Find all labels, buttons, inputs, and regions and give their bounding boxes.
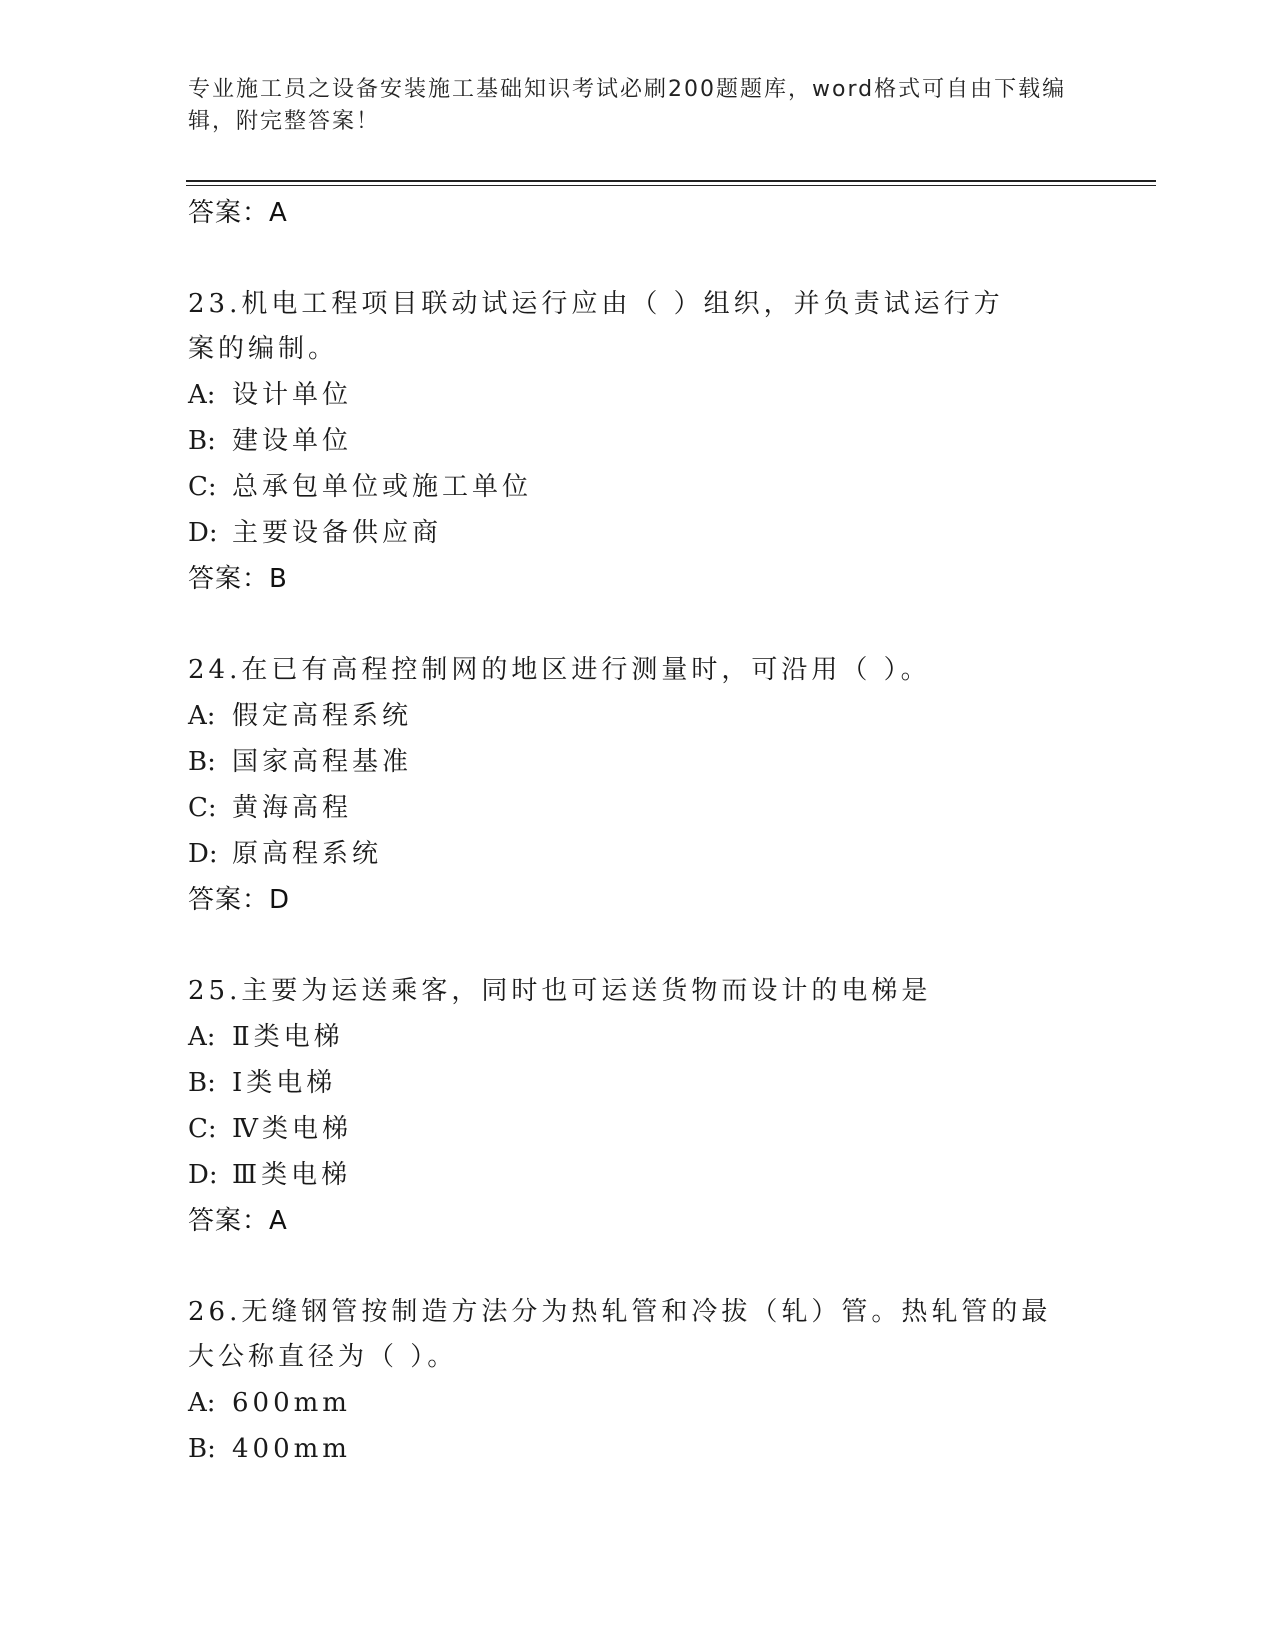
option-line <box>188 693 1088 739</box>
option-text: 原高程系统 <box>232 839 383 869</box>
option-label: B: <box>188 1434 216 1464</box>
question-text: 26.无缝钢管按制造方法分为热轧管和冷拔（轧）管。热轧管的最大公称直径为（ ）。 <box>188 1297 1052 1372</box>
option-label: A: <box>188 380 216 410</box>
option-label: A: <box>188 701 216 731</box>
header-rule-thick <box>186 180 1156 182</box>
option-text: Ⅳ类电梯 <box>232 1114 352 1144</box>
option-line <box>188 831 1088 877</box>
option-line <box>188 372 1088 418</box>
option-line <box>188 785 1088 831</box>
option-label: C: <box>188 1114 217 1144</box>
header-rule-thin <box>186 185 1156 186</box>
option-label: A: <box>188 1022 216 1052</box>
option-text: 主要设备供应商 <box>232 518 443 548</box>
option-text: 600mm <box>232 1388 351 1418</box>
question-text: 25.主要为运送乘客，同时也可运送货物而设计的电梯是 <box>188 976 932 1006</box>
option-line <box>188 510 1088 556</box>
option-text: 设计单位 <box>232 380 353 410</box>
option-label: C: <box>188 793 217 823</box>
option-line <box>188 1014 1088 1060</box>
answer-line: 答案：A <box>188 1206 288 1236</box>
option-label: B: <box>188 747 216 777</box>
option-line <box>188 1106 1088 1152</box>
option-line <box>188 418 1088 464</box>
option-text: 国家高程基准 <box>232 747 413 777</box>
question-text: 23.机电工程项目联动试运行应由（ ）组织，并负责试运行方案的编制。 <box>188 289 1004 364</box>
option-text: Ⅱ类电梯 <box>232 1022 344 1052</box>
option-line <box>188 1426 1088 1472</box>
question-list <box>188 190 1088 1472</box>
answer-line: 答案：B <box>188 564 288 594</box>
option-line <box>188 1060 1088 1106</box>
option-text: 黄海高程 <box>232 793 353 823</box>
document-header: 专业施工员之设备安装施工基础知识考试必刷200题题库，word格式可自由下载编辑，附完整答案！ <box>188 77 1067 134</box>
option-label: D: <box>188 1160 218 1190</box>
option-label: B: <box>188 426 216 456</box>
option-label: B: <box>188 1068 216 1098</box>
option-label: D: <box>188 839 218 869</box>
option-text: 假定高程系统 <box>232 701 413 731</box>
option-text: 总承包单位或施工单位 <box>232 472 533 502</box>
option-line <box>188 1380 1088 1426</box>
option-label: A: <box>188 1388 216 1418</box>
option-text: 建设单位 <box>232 426 353 456</box>
answer-line: 答案：A <box>188 198 288 228</box>
option-line <box>188 1152 1088 1198</box>
answer-line: 答案：D <box>188 885 291 915</box>
option-line <box>188 739 1088 785</box>
question-text: 24.在已有高程控制网的地区进行测量时，可沿用（ ）。 <box>188 655 931 685</box>
option-text: 400mm <box>232 1434 351 1464</box>
option-line <box>188 464 1088 510</box>
option-label: D: <box>188 518 218 548</box>
option-label: C: <box>188 472 217 502</box>
option-text: Ⅲ类电梯 <box>232 1160 352 1190</box>
option-text: Ⅰ类电梯 <box>232 1068 337 1098</box>
